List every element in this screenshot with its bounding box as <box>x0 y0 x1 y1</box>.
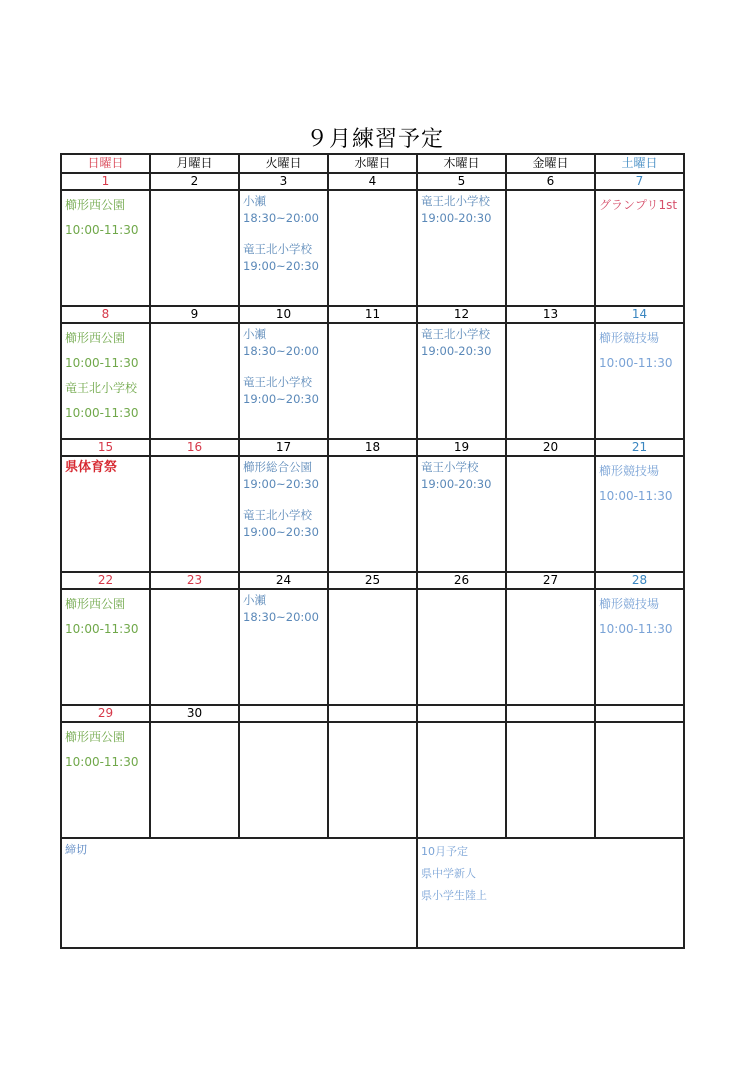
date-number-row <box>61 173 684 190</box>
day-cell-thursday <box>417 589 506 705</box>
day-cell-wednesday <box>328 722 417 838</box>
day-cell-wednesday <box>328 456 417 572</box>
day-cell-monday <box>150 190 239 306</box>
date-number-thursday: 19 <box>417 439 506 456</box>
event-time: 10:00-11:30 <box>65 223 139 237</box>
event-list <box>62 590 149 642</box>
event-place: 小瀬 <box>243 194 266 208</box>
day-cell-friday <box>506 589 595 705</box>
deadline-cell <box>61 838 417 948</box>
date-number-row <box>61 439 684 456</box>
event-time: 19:00~20:30 <box>243 392 319 406</box>
event-place: 櫛形西公園 <box>65 730 126 744</box>
date-number-sunday: 8 <box>61 306 150 323</box>
event-time: 10:00-11:30 <box>599 356 673 370</box>
date-number-tuesday: 3 <box>239 173 328 190</box>
event-place: 櫛形西公園 <box>65 198 126 212</box>
date-number-friday: 13 <box>506 306 595 323</box>
day-cell-monday <box>150 456 239 572</box>
event-list <box>329 457 416 459</box>
event-list <box>240 191 327 275</box>
event-list <box>507 324 594 326</box>
event-list <box>596 191 683 218</box>
date-number-monday: 16 <box>150 439 239 456</box>
day-cell-thursday <box>417 456 506 572</box>
event-place: 竜王北小学校 <box>243 508 312 522</box>
date-number-wednesday: 25 <box>328 572 417 589</box>
next-month-heading: 10月予定 <box>421 845 468 858</box>
event-block <box>243 241 324 275</box>
event-list <box>240 324 327 408</box>
date-number-friday <box>506 705 595 722</box>
footer-row <box>61 838 684 948</box>
date-number-sunday: 22 <box>61 572 150 589</box>
date-number-thursday <box>417 705 506 722</box>
date-number-friday: 27 <box>506 572 595 589</box>
event-block <box>599 592 680 642</box>
page-title: ９月練習予定 <box>305 127 444 152</box>
day-cell-wednesday <box>328 190 417 306</box>
event-block <box>421 326 502 360</box>
week-events-row <box>61 190 684 306</box>
event-place: グランプリ1st <box>599 198 678 212</box>
event-place: 竜王北小学校 <box>65 381 138 395</box>
event-place: 竜王北小学校 <box>243 375 312 389</box>
event-list <box>329 191 416 193</box>
day-cell-sunday <box>61 589 150 705</box>
event-time: 10:00-11:30 <box>65 755 139 769</box>
event-list <box>596 457 683 509</box>
week-events-row <box>61 589 684 705</box>
event-list <box>151 457 238 459</box>
date-number-monday: 9 <box>150 306 239 323</box>
event-list <box>62 191 149 243</box>
event-time: 19:00~20:30 <box>243 525 319 539</box>
event-list <box>329 723 416 725</box>
event-place: 小瀬 <box>243 327 266 341</box>
day-cell-wednesday <box>328 589 417 705</box>
event-list <box>418 457 505 493</box>
event-list <box>329 324 416 326</box>
week-events-row <box>61 323 684 439</box>
day-cell-friday <box>506 190 595 306</box>
day-cell-thursday <box>417 190 506 306</box>
date-number-thursday: 26 <box>417 572 506 589</box>
date-number-monday: 2 <box>150 173 239 190</box>
event-place: 小瀬 <box>243 593 266 607</box>
day-cell-saturday <box>595 456 684 572</box>
day-cell-saturday <box>595 190 684 306</box>
date-number-wednesday: 18 <box>328 439 417 456</box>
date-number-monday: 23 <box>150 572 239 589</box>
event-time: 19:00~20:30 <box>243 477 319 491</box>
event-block <box>421 459 502 493</box>
event-place: 竜王北小学校 <box>243 242 312 256</box>
event-block <box>599 459 680 509</box>
event-place: 櫛形競技場 <box>599 331 660 345</box>
event-block <box>65 326 146 376</box>
date-number-wednesday: 11 <box>328 306 417 323</box>
day-cell-friday <box>506 456 595 572</box>
event-place: 櫛形競技場 <box>599 597 660 611</box>
event-block <box>243 374 324 408</box>
event-list <box>62 324 149 426</box>
event-list <box>240 723 327 725</box>
week-events-row <box>61 722 684 838</box>
day-cell-sunday <box>61 323 150 439</box>
next-month-item: 県中学新人 <box>421 867 476 880</box>
next-month-item: 県小学生陸上 <box>421 889 487 902</box>
event-time: 10:00-11:30 <box>65 356 139 370</box>
event-block <box>65 459 146 476</box>
event-time: 19:00~20:30 <box>243 259 319 273</box>
date-number-row <box>61 572 684 589</box>
day-cell-saturday <box>595 323 684 439</box>
event-place: 県体育祭 <box>65 460 118 475</box>
event-list <box>596 324 683 376</box>
date-number-tuesday: 17 <box>239 439 328 456</box>
day-cell-sunday <box>61 190 150 306</box>
event-list <box>418 723 505 725</box>
event-time: 10:00-11:30 <box>599 622 673 636</box>
weekday-wednesday: 水曜日 <box>328 154 417 173</box>
day-cell-saturday <box>595 722 684 838</box>
day-cell-sunday <box>61 722 150 838</box>
day-cell-thursday <box>417 323 506 439</box>
date-number-saturday <box>595 705 684 722</box>
next-month-cell <box>417 838 684 948</box>
event-list <box>507 457 594 459</box>
deadline-label: 締切 <box>65 843 87 856</box>
day-cell-tuesday <box>239 456 328 572</box>
date-number-sunday: 15 <box>61 439 150 456</box>
week-events-row <box>61 456 684 572</box>
event-block <box>243 507 324 541</box>
date-number-row <box>61 705 684 722</box>
event-list <box>418 191 505 227</box>
event-time: 10:00-11:30 <box>65 622 139 636</box>
day-cell-friday <box>506 323 595 439</box>
event-list <box>240 457 327 541</box>
event-place: 竜王北小学校 <box>421 327 490 341</box>
date-number-saturday: 21 <box>595 439 684 456</box>
event-time: 10:00-11:30 <box>65 406 139 420</box>
event-list <box>596 723 683 725</box>
date-number-monday: 30 <box>150 705 239 722</box>
event-list <box>418 324 505 360</box>
date-number-saturday: 28 <box>595 572 684 589</box>
event-block <box>65 592 146 642</box>
date-number-saturday: 7 <box>595 173 684 190</box>
event-place: 櫛形西公園 <box>65 331 126 345</box>
day-cell-tuesday <box>239 589 328 705</box>
day-cell-friday <box>506 722 595 838</box>
date-number-tuesday: 10 <box>239 306 328 323</box>
event-list <box>151 590 238 592</box>
day-cell-thursday <box>417 722 506 838</box>
event-time: 19:00-20:30 <box>421 211 492 225</box>
weekday-friday: 金曜日 <box>506 154 595 173</box>
event-time: 18:30~20:00 <box>243 610 319 624</box>
event-list <box>418 590 505 592</box>
day-cell-monday <box>150 722 239 838</box>
date-number-row <box>61 306 684 323</box>
weekday-monday: 月曜日 <box>150 154 239 173</box>
date-number-thursday: 5 <box>417 173 506 190</box>
weekday-tuesday: 火曜日 <box>239 154 328 173</box>
day-cell-sunday <box>61 456 150 572</box>
event-time: 18:30~20:00 <box>243 344 319 358</box>
event-place: 竜王北小学校 <box>421 194 490 208</box>
day-cell-tuesday <box>239 190 328 306</box>
event-block <box>599 193 680 218</box>
event-place: 竜王小学校 <box>421 460 479 474</box>
day-cell-tuesday <box>239 722 328 838</box>
event-block <box>243 592 324 626</box>
calendar-table <box>60 153 685 949</box>
date-number-thursday: 12 <box>417 306 506 323</box>
event-list <box>240 590 327 626</box>
event-list <box>507 723 594 725</box>
event-block <box>243 326 324 360</box>
event-block <box>65 376 146 426</box>
date-number-friday: 20 <box>506 439 595 456</box>
event-list <box>62 457 149 476</box>
date-number-tuesday <box>239 705 328 722</box>
event-block <box>243 459 324 493</box>
event-list <box>151 723 238 725</box>
event-list <box>151 324 238 326</box>
event-block <box>243 193 324 227</box>
event-block <box>421 193 502 227</box>
event-block <box>65 725 146 775</box>
event-place: 櫛形総合公園 <box>243 460 312 474</box>
date-number-sunday: 29 <box>61 705 150 722</box>
weekday-header-row <box>61 154 684 173</box>
date-number-sunday: 1 <box>61 173 150 190</box>
date-number-wednesday: 4 <box>328 173 417 190</box>
event-time: 18:30~20:00 <box>243 211 319 225</box>
weekday-thursday: 木曜日 <box>417 154 506 173</box>
day-cell-monday <box>150 323 239 439</box>
day-cell-saturday <box>595 589 684 705</box>
event-place: 櫛形競技場 <box>599 464 660 478</box>
event-list <box>151 191 238 193</box>
day-cell-monday <box>150 589 239 705</box>
event-block <box>65 193 146 243</box>
date-number-friday: 6 <box>506 173 595 190</box>
weekday-sunday: 日曜日 <box>61 154 150 173</box>
event-time: 19:00-20:30 <box>421 344 492 358</box>
day-cell-tuesday <box>239 323 328 439</box>
date-number-tuesday: 24 <box>239 572 328 589</box>
event-list <box>62 723 149 775</box>
event-list <box>596 590 683 642</box>
date-number-saturday: 14 <box>595 306 684 323</box>
day-cell-wednesday <box>328 323 417 439</box>
event-time: 10:00-11:30 <box>599 489 673 503</box>
event-block <box>599 326 680 376</box>
event-list <box>507 590 594 592</box>
weekday-saturday: 土曜日 <box>595 154 684 173</box>
date-number-wednesday <box>328 705 417 722</box>
event-list <box>329 590 416 592</box>
event-list <box>507 191 594 193</box>
event-place: 櫛形西公園 <box>65 597 126 611</box>
event-time: 19:00-20:30 <box>421 477 492 491</box>
